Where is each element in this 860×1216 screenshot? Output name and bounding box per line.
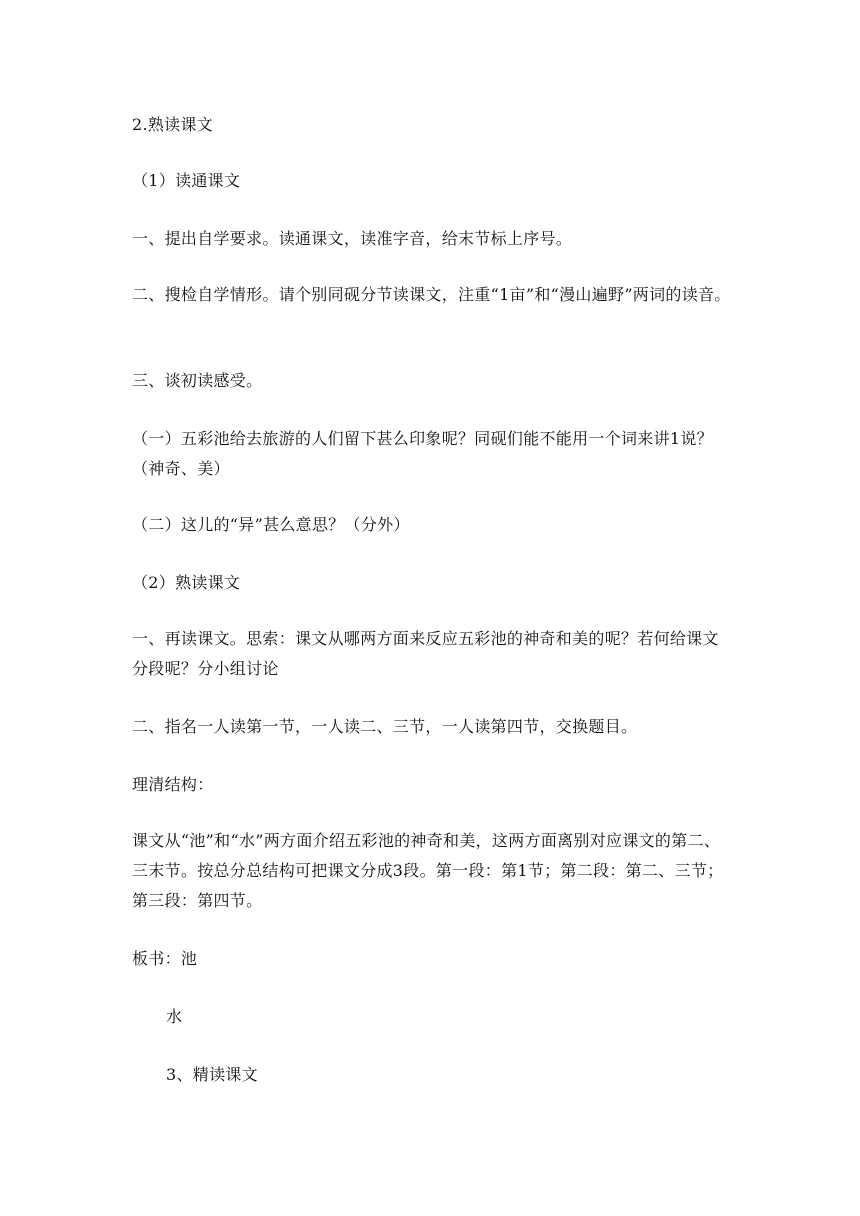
paragraph-question-1: （一）五彩池给去旅游的人们留下甚么印象呢？同砚们能不能用一个词来讲1说？（神奇、美） (132, 429, 713, 478)
subsection-heading-2: （2）熟读课文 (132, 573, 241, 592)
subsection-heading-1: （1）读通课文 (132, 171, 241, 190)
paragraph-step-1: 一、提出自学要求。读通课文，读准字音，给末节标上序号。 (132, 229, 573, 248)
paragraph-assign-reading: 二、指名一人读第一节，一人读二、三节，一人读第四节，交换题目。 (132, 717, 638, 736)
blackboard-item-water: 水 (166, 1007, 183, 1026)
paragraph-question-2: （二）这儿的“异”甚么意思？（分外） (132, 515, 410, 534)
paragraph-reread: 一、再读课文。思索：课文从哪两方面来反应五彩池的神奇和美的呢？若何给课文分段呢？分小组讨论 (132, 629, 719, 678)
section-heading-3: 3、精读课文 (166, 1065, 258, 1084)
paragraph-step-3: 三、谈初读感受。 (132, 371, 263, 390)
section-heading-2: 2.熟读课文 (132, 115, 214, 134)
paragraph-step-2: 二、搜检自学情形。请个别同砚分节读课文，注重“1亩”和“漫山遍野”两词的读音。 (132, 285, 731, 304)
paragraph-structure-detail: 课文从“池”和“水”两方面介绍五彩池的神奇和美，这两方面离别对应课文的第二、三末节。按总分总结构可把课文分成3段。第一段：第1节；第二段：第二、三节；第三段：第四节。 (132, 831, 724, 910)
blackboard-label: 板书：池 (132, 949, 198, 968)
paragraph-structure-label: 理清结构： (132, 775, 214, 794)
